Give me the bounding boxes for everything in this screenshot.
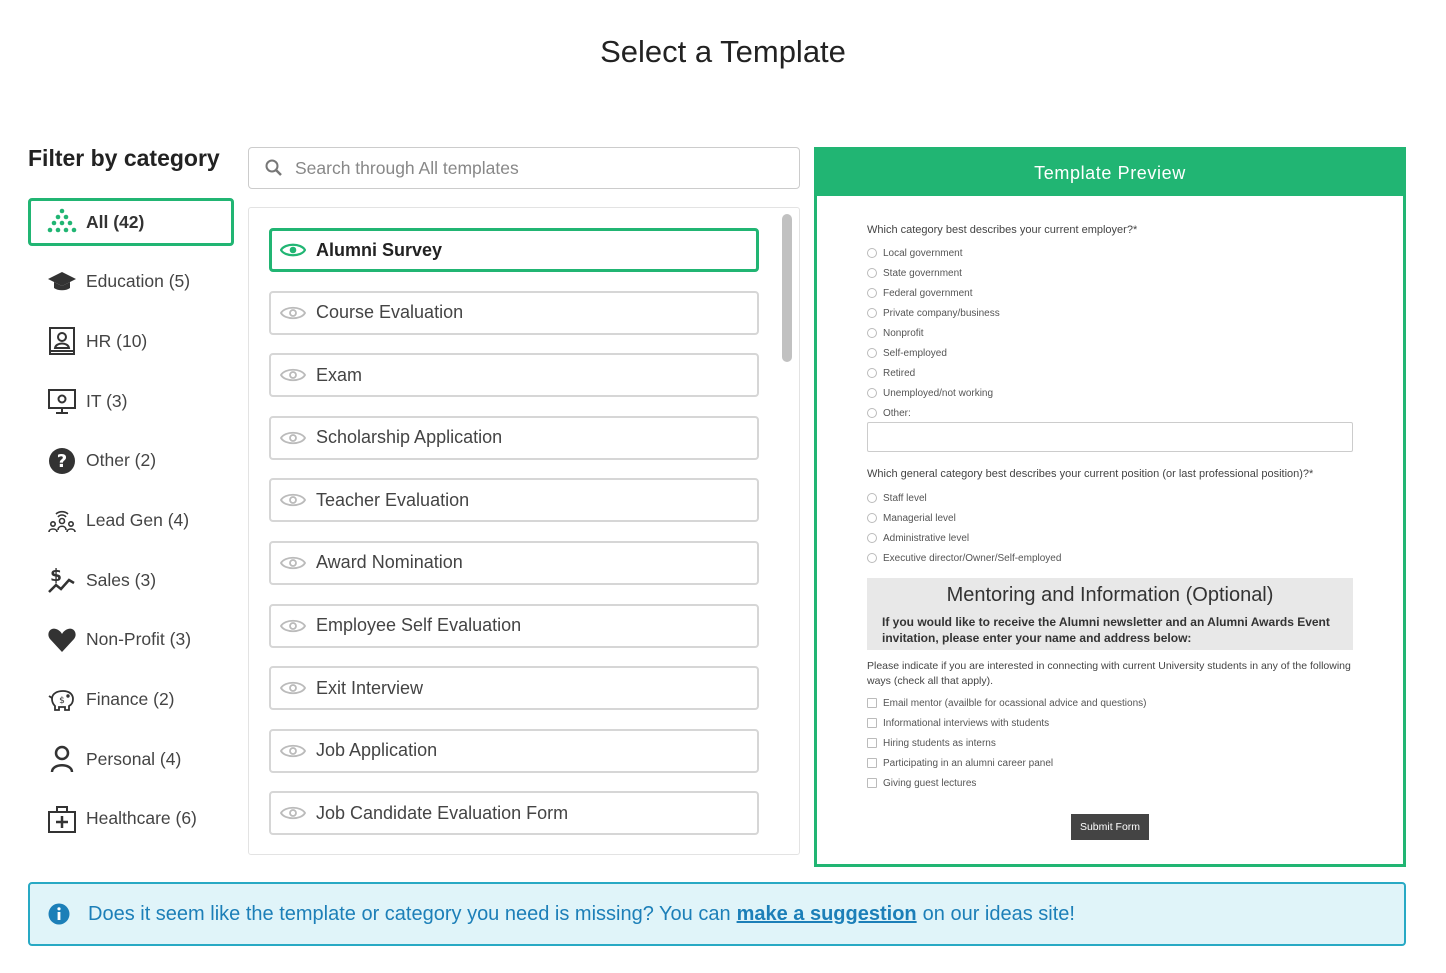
- preview-section-header: [867, 578, 1353, 650]
- category-non-profit[interactable]: [28, 616, 234, 664]
- template-list-panel: [248, 207, 800, 855]
- preview-submit-button: Submit Form: [1071, 814, 1149, 840]
- category-label: Non-Profit (3): [86, 629, 192, 650]
- category-lead-gen[interactable]: [28, 496, 234, 544]
- category-label: Lead Gen (4): [86, 509, 190, 530]
- id-badge-icon: [46, 325, 78, 357]
- preview-radio-option: [867, 346, 947, 360]
- preview-header: Template Preview: [817, 150, 1403, 196]
- option-label: Executive director/Owner/Self-employed: [883, 552, 1062, 564]
- option-label: Administrative level: [883, 532, 970, 544]
- preview-radio-option: [867, 286, 973, 300]
- option-label: Participating in an alumni career panel: [883, 757, 1054, 769]
- preview-question-employer: Which category best describes your current employer?*: [867, 224, 1138, 236]
- info-text-before: Does it seem like the template or category you need is missing? You can: [88, 902, 731, 925]
- category-label: HR (10): [86, 330, 148, 351]
- heart-icon: [46, 624, 78, 656]
- make-suggestion-link[interactable]: make a suggestion: [736, 902, 917, 925]
- search-box: [248, 147, 800, 189]
- template-preview: [814, 147, 1406, 867]
- info-text-after: on our ideas site!: [922, 902, 1075, 925]
- category-label: Other (2): [86, 450, 157, 471]
- radio-circle: [867, 533, 877, 543]
- option-label: Managerial level: [883, 512, 956, 524]
- preview-radio-option: [867, 326, 924, 340]
- template-label: Exit Interview: [316, 677, 424, 698]
- option-label: Informational interviews with students: [883, 717, 1050, 729]
- option-label: Hiring students as interns: [883, 737, 996, 749]
- preview-radio-option: [867, 266, 962, 280]
- eye-icon[interactable]: [280, 618, 306, 634]
- option-label: Retired: [883, 367, 916, 379]
- option-label: Nonprofit: [883, 327, 924, 339]
- category-label: Education (5): [86, 271, 191, 292]
- radio-circle: [867, 268, 877, 278]
- checkbox-square: [867, 718, 877, 728]
- checkbox-square: [867, 698, 877, 708]
- category-hr[interactable]: [28, 317, 234, 365]
- preview-checkbox-option: [867, 716, 1049, 730]
- category-label: All (42): [86, 211, 145, 232]
- radio-circle: [867, 328, 877, 338]
- search-icon: [264, 158, 284, 178]
- preview-radio-option: [867, 306, 1000, 320]
- preview-radio-option: [867, 366, 915, 380]
- radio-circle: [867, 308, 877, 318]
- option-label: Unemployed/not working: [883, 387, 994, 399]
- option-label: Federal government: [883, 287, 973, 299]
- eye-icon[interactable]: [280, 430, 306, 446]
- preview-radio-option: [867, 386, 993, 400]
- radio-circle: [867, 288, 877, 298]
- option-label: Local government: [883, 247, 963, 259]
- preview-radio-option: [867, 246, 963, 260]
- template-item-job-candidate-evaluation-form[interactable]: [269, 791, 759, 835]
- category-all[interactable]: [28, 198, 234, 246]
- template-label: Job Candidate Evaluation Form: [316, 802, 569, 823]
- medical-kit-icon: [46, 803, 78, 835]
- svg-text:$: $: [59, 695, 65, 706]
- template-item-alumni-survey[interactable]: [269, 228, 759, 272]
- category-it[interactable]: [28, 377, 234, 425]
- info-icon: [48, 903, 70, 925]
- template-label: Scholarship Application: [316, 427, 503, 448]
- preview-radio-option: [867, 491, 927, 505]
- checkbox-square: [867, 778, 877, 788]
- preview-radio-option: [867, 511, 956, 525]
- eye-icon[interactable]: [280, 367, 306, 383]
- eye-icon[interactable]: [280, 743, 306, 759]
- category-label: Healthcare (6): [86, 808, 197, 829]
- eye-icon[interactable]: [280, 680, 306, 696]
- eye-icon[interactable]: [280, 492, 306, 508]
- preview-checkbox-option: [867, 696, 1146, 710]
- preview-checkbox-option: [867, 756, 1053, 770]
- radio-circle: [867, 493, 877, 503]
- question-circle-icon: [46, 445, 78, 477]
- radio-circle: [867, 388, 877, 398]
- piggy-bank-icon: [46, 684, 78, 716]
- radio-circle: [867, 248, 877, 258]
- category-finance[interactable]: [28, 676, 234, 724]
- eye-icon[interactable]: [280, 305, 306, 321]
- template-list: [269, 228, 759, 854]
- broadcast-people-icon: [46, 504, 78, 536]
- option-label: Giving guest lectures: [883, 777, 977, 789]
- checkbox-square: [867, 758, 877, 768]
- category-list: [28, 198, 234, 855]
- category-personal[interactable]: [28, 735, 234, 783]
- category-label: Finance (2): [86, 689, 175, 709]
- section-title: Mentoring and Information (Optional): [946, 584, 1274, 606]
- radio-circle: [867, 553, 877, 563]
- scrollbar-thumb[interactable]: [782, 214, 792, 362]
- computer-monitor-icon: [46, 385, 78, 417]
- svg-text:$: $: [50, 566, 62, 587]
- option-label: Email mentor (availble for ocassional advice and questions): [883, 697, 1147, 709]
- preview-other-input: [867, 422, 1353, 452]
- template-label: Course Evaluation: [316, 302, 464, 323]
- template-label: Employee Self Evaluation: [316, 615, 522, 636]
- preview-question-mentoring: Please indicate if you are interested in connecting with current University students in any of the following ways (check all that apply).: [867, 660, 1351, 687]
- preview-checkbox-option: [867, 736, 996, 750]
- category-sales[interactable]: [28, 556, 234, 604]
- option-label: Self-employed: [883, 347, 947, 359]
- preview-radio-option: [867, 531, 969, 545]
- info-banner: [28, 882, 1406, 946]
- radio-circle: [867, 408, 877, 418]
- checkbox-square: [867, 738, 877, 748]
- eye-icon[interactable]: [280, 242, 306, 258]
- template-item-exit-interview[interactable]: [269, 666, 759, 710]
- preview-radio-option: [867, 406, 911, 420]
- template-label: Award Nomination: [316, 552, 463, 573]
- category-label: Sales (3): [86, 569, 157, 590]
- template-label: Job Application: [316, 740, 438, 761]
- eye-icon[interactable]: [280, 555, 306, 571]
- svg-text:?: ?: [56, 450, 68, 472]
- page-title: Select a Template: [600, 34, 846, 69]
- preview-question-position: Which general category best describes your current position (or last professional position)?*: [867, 468, 1314, 480]
- graduation-cap-icon: [46, 266, 78, 298]
- template-item-exam[interactable]: [269, 353, 759, 397]
- template-item-award-nomination[interactable]: [269, 541, 759, 585]
- section-subtitle: If you would like to receive the Alumni newsletter and an Alumni Awards Event invitation, please enter your name and address below:: [882, 615, 1330, 645]
- search-input[interactable]: [295, 158, 775, 179]
- radio-circle: [867, 513, 877, 523]
- category-label: IT (3): [86, 390, 128, 411]
- category-label: Personal (4): [86, 748, 182, 769]
- dollar-chart-icon: [46, 564, 78, 596]
- option-label: Private company/business: [883, 307, 1000, 319]
- people-pyramid-icon: [46, 206, 78, 238]
- person-icon: [46, 743, 78, 775]
- template-item-teacher-evaluation[interactable]: [269, 478, 759, 522]
- radio-circle: [867, 348, 877, 358]
- option-label: Other:: [883, 407, 911, 419]
- template-label: Teacher Evaluation: [316, 489, 470, 510]
- template-item-employee-self-evaluation[interactable]: [269, 604, 759, 648]
- category-healthcare[interactable]: [28, 795, 234, 843]
- preview-radio-option: [867, 551, 1061, 565]
- template-item-course-evaluation[interactable]: [269, 291, 759, 335]
- category-education[interactable]: [28, 258, 234, 306]
- option-label: Staff level: [883, 492, 927, 504]
- template-item-scholarship-application[interactable]: [269, 416, 759, 460]
- radio-circle: [867, 368, 877, 378]
- template-label: Alumni Survey: [316, 239, 443, 260]
- category-other[interactable]: [28, 437, 234, 485]
- template-label: Exam: [316, 364, 363, 385]
- filter-title: Filter by category: [28, 145, 220, 171]
- preview-checkbox-option: [867, 776, 976, 790]
- template-item-job-application[interactable]: [269, 729, 759, 773]
- eye-icon[interactable]: [280, 805, 306, 821]
- option-label: State government: [883, 267, 962, 279]
